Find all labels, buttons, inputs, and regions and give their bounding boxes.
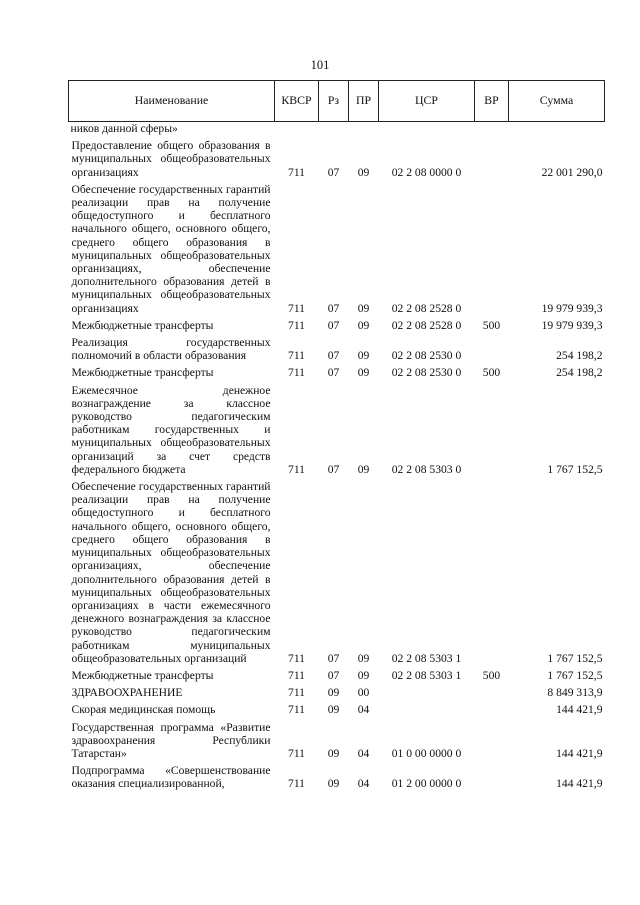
- row-sum: 144 421,9: [556, 703, 603, 717]
- row-csr: 02 2 08 2530 0: [391, 366, 462, 380]
- row-pr: 04: [357, 746, 370, 760]
- row-vr: 500: [482, 318, 501, 332]
- row-name: Обеспечение государственных гарантий реализации прав на получение общедоступного и бесплатного начального общего, основного общего, среднего общего образования в муниципальных общеобразовательных организациях, обеспечение дополнительного образования детей в муниципальных общеобразовательных организациях в части ежемесячного денежного вознаграждения за классное руководство педагогическим работникам муниципальных общеобразовательных организаций: [71, 480, 271, 665]
- row-vr: [475, 476, 509, 665]
- table-row: [69, 717, 605, 761]
- row-vr: 500: [482, 366, 501, 380]
- row-csr: [379, 699, 475, 716]
- row-pr: 09: [357, 668, 370, 682]
- row-csr: [379, 122, 475, 136]
- row-csr: [379, 682, 475, 699]
- row-name: Ежемесячное денежное вознаграждение за классное руководство педагогическим работникам государственных и муниципальных общеобразовательных организаций за счет средств федерального бюджета: [71, 383, 271, 476]
- row-sum: 1 767 152,5: [547, 668, 603, 682]
- row-csr: 02 2 08 0000 0: [391, 165, 462, 179]
- row-name: Скорая медицинская помощь: [71, 703, 216, 717]
- row-pr: 09: [357, 301, 370, 315]
- row-rz: 07: [327, 318, 340, 332]
- row-vr: 500: [482, 668, 501, 682]
- row-rz: 07: [327, 651, 340, 665]
- table-row: [69, 332, 605, 362]
- row-name: Предоставление общего образования в муниципальных общеобразовательных организациях: [71, 139, 271, 179]
- header-pr: ПР: [349, 81, 379, 122]
- row-kvsr: 711: [288, 777, 305, 791]
- row-sum: 144 421,9: [556, 746, 603, 760]
- row-kvsr: 711: [288, 165, 305, 179]
- row-kvsr: 711: [288, 462, 305, 476]
- table-row: [69, 122, 605, 136]
- table-row: [69, 476, 605, 665]
- header-csr: ЦСР: [379, 81, 475, 122]
- row-rz: 09: [327, 686, 340, 700]
- row-kvsr: 711: [288, 651, 305, 665]
- header-row: [69, 81, 605, 122]
- row-sum: 19 979 939,3: [541, 318, 603, 332]
- header-sum: Сумма: [509, 81, 605, 122]
- row-sum: 1 767 152,5: [547, 462, 603, 476]
- table-row: [69, 315, 605, 332]
- row-pr: [349, 122, 379, 136]
- row-vr: [475, 380, 509, 476]
- row-pr: 04: [357, 777, 370, 791]
- row-kvsr: 711: [288, 703, 305, 717]
- table-row: [69, 699, 605, 716]
- row-csr: 02 2 08 5303 1: [391, 668, 462, 682]
- row-rz: 07: [327, 462, 340, 476]
- row-kvsr: 711: [288, 668, 305, 682]
- row-sum: 8 849 313,9: [547, 686, 603, 700]
- row-pr: 09: [357, 366, 370, 380]
- row-sum: 19 979 939,3: [541, 301, 603, 315]
- row-csr: 02 2 08 5303 1: [391, 651, 462, 665]
- budget-table: [68, 80, 605, 791]
- row-name: Реализация государственных полномочий в области образования: [71, 336, 271, 363]
- row-rz: 07: [327, 349, 340, 363]
- row-vr: [475, 135, 509, 179]
- row-vr: [475, 682, 509, 699]
- header-kvsr: КВСР: [275, 81, 319, 122]
- row-rz: 07: [327, 366, 340, 380]
- row-csr: 01 2 00 0000 0: [391, 777, 462, 791]
- row-name: ников данной сферы»: [70, 122, 178, 135]
- row-sum: 144 421,9: [556, 777, 603, 791]
- header-rz: Рз: [319, 81, 349, 122]
- header-vr: ВР: [475, 81, 509, 122]
- row-rz: 07: [327, 165, 340, 179]
- table-header: [69, 81, 605, 122]
- row-name: Межбюджетные трансферты: [71, 366, 214, 380]
- row-kvsr: 711: [288, 686, 305, 700]
- row-name: Обеспечение государственных гарантий реализации прав на получение общедоступного и бесплатного начального общего, основного общего, среднего общего образования в муниципальных общеобразовательных организациях, обеспечение дополнительного образования детей в муниципальных общеобразовательных организациях: [71, 182, 271, 315]
- row-vr: [475, 179, 509, 315]
- row-sum: 254 198,2: [556, 349, 603, 363]
- row-pr: 00: [357, 686, 370, 700]
- row-name: Государственная программа «Развитие здравоохранения Республики Татарстан»: [71, 720, 271, 760]
- row-kvsr: 711: [288, 366, 305, 380]
- row-rz: 09: [327, 703, 340, 717]
- table-row: [69, 380, 605, 476]
- row-csr: 02 2 08 2530 0: [391, 349, 462, 363]
- table-row: [69, 682, 605, 699]
- row-sum: [509, 122, 605, 136]
- row-sum: 22 001 290,0: [541, 165, 603, 179]
- row-kvsr: 711: [288, 746, 305, 760]
- table-body: [69, 122, 605, 791]
- page-number: 101: [310, 58, 330, 72]
- table-row: [69, 179, 605, 315]
- row-rz: [319, 122, 349, 136]
- row-pr: 09: [357, 165, 370, 179]
- row-kvsr: [275, 122, 319, 136]
- table-row: [69, 760, 605, 790]
- row-name: Подпрограмма «Совершенствование оказания специализированной,: [71, 764, 271, 791]
- row-rz: 07: [327, 668, 340, 682]
- row-vr: [475, 332, 509, 362]
- row-name: ЗДРАВООХРАНЕНИЕ: [71, 686, 183, 700]
- row-csr: 02 2 08 5303 0: [391, 462, 462, 476]
- table-row: [69, 362, 605, 379]
- row-rz: 09: [327, 777, 340, 791]
- row-pr: 09: [357, 318, 370, 332]
- row-rz: 07: [327, 301, 340, 315]
- header-name: Наименование: [69, 81, 275, 122]
- row-csr: 01 0 00 0000 0: [391, 746, 462, 760]
- row-pr: 09: [357, 651, 370, 665]
- table-row: [69, 135, 605, 179]
- row-vr: [475, 699, 509, 716]
- row-sum: 1 767 152,5: [547, 651, 603, 665]
- table-row: [69, 665, 605, 682]
- row-kvsr: 711: [288, 318, 305, 332]
- row-name: Межбюджетные трансферты: [71, 318, 214, 332]
- row-vr: [475, 760, 509, 790]
- row-csr: 02 2 08 2528 0: [391, 318, 462, 332]
- row-kvsr: 711: [288, 349, 305, 363]
- row-pr: 04: [357, 703, 370, 717]
- row-vr: [475, 717, 509, 761]
- row-vr: [475, 122, 509, 136]
- row-pr: 09: [357, 349, 370, 363]
- row-rz: 09: [327, 746, 340, 760]
- row-name: Межбюджетные трансферты: [71, 668, 214, 682]
- row-pr: 09: [357, 462, 370, 476]
- row-sum: 254 198,2: [556, 366, 603, 380]
- row-csr: 02 2 08 2528 0: [391, 301, 462, 315]
- row-kvsr: 711: [288, 301, 305, 315]
